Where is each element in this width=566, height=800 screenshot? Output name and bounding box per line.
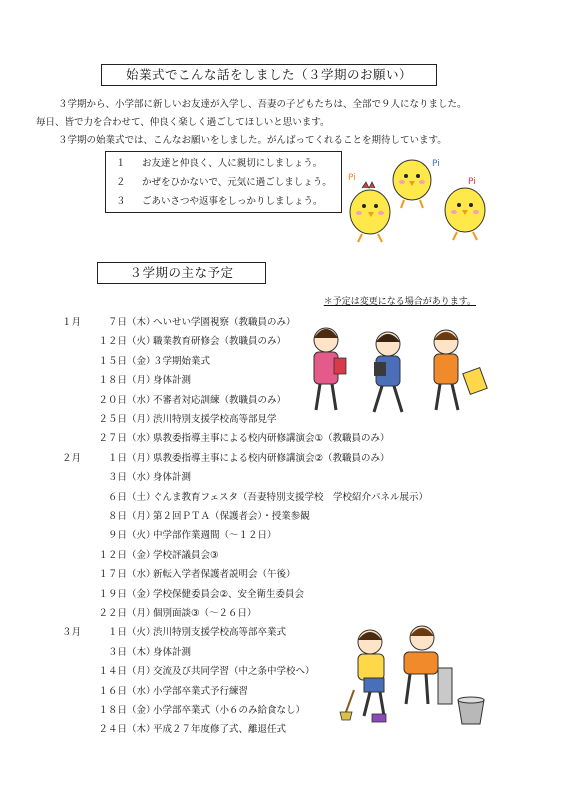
schedule-row <box>55 333 286 351</box>
schedule-row <box>55 547 219 565</box>
schedule-month <box>55 333 81 351</box>
schedule-weekday: （月） <box>127 414 156 425</box>
schedule-event: 渋川特別支援学校高等部卒業式 <box>153 627 287 639</box>
chick-label: Pi <box>348 173 356 183</box>
chick-icon <box>350 182 390 242</box>
schedule-row <box>55 469 191 487</box>
schedule-row <box>55 624 286 642</box>
section-title-schedule: ３学期の主な予定 <box>97 262 266 284</box>
schedule-event: 第２回ＰＴＡ（保護者会）・授業参観 <box>153 511 310 522</box>
schedule-day: １６日 <box>98 685 127 697</box>
child-boy-icon <box>374 332 402 412</box>
schedule-day: ７日 <box>107 317 127 328</box>
schedule-event: 平成２７年度修了式、離退任式 <box>153 724 287 736</box>
request-item <box>110 154 337 173</box>
child-girl-icon <box>434 330 487 410</box>
schedule-event: ぐんま教育フェスタ（吾妻特別支援学校 学校紹介パネル展示） <box>153 491 429 503</box>
schedule-event: 中学部作業週間（～１２日） <box>153 530 277 542</box>
schedule-weekday: （水） <box>127 685 156 697</box>
request-number: ３ <box>116 196 126 207</box>
schedule-event: へいせい学園視察（教職員のみ） <box>153 317 296 328</box>
schedule-month <box>55 469 81 487</box>
schedule-day: ３日 <box>107 472 127 484</box>
schedule-month <box>55 683 81 701</box>
schedule-day: １４日 <box>98 666 127 678</box>
schedule-weekday: （水） <box>127 472 156 484</box>
schedule-weekday: （火） <box>127 530 156 542</box>
schedule-event: 学校評議員会③ <box>153 549 219 561</box>
schedule-month <box>55 586 81 604</box>
request-item <box>110 173 337 192</box>
schedule-weekday: （木） <box>127 724 156 736</box>
children-walking-illustration <box>296 318 500 426</box>
request-text: お友達と仲良く、人に親切にしましょう。 <box>142 158 323 169</box>
schedule-month <box>55 605 81 623</box>
schedule-month <box>55 392 81 410</box>
schedule-month: ２月 <box>61 452 81 464</box>
schedule-month <box>55 702 81 720</box>
schedule-weekday: （木） <box>127 317 156 328</box>
schedule-weekday: （月） <box>127 452 156 464</box>
schedule-weekday: （水） <box>127 433 156 445</box>
schedule-month <box>55 721 81 739</box>
schedule-weekday: （水） <box>127 569 156 581</box>
schedule-day: １７日 <box>98 569 127 581</box>
schedule-day: １２日 <box>98 549 127 561</box>
schedule-event: 県教委指導主事による校内研修講演会①（教職員のみ） <box>153 433 390 445</box>
schedule-event: 身体計測 <box>153 375 192 387</box>
schedule-event: 交流及び共同学習（中之条中学校へ） <box>153 666 315 678</box>
schedule-month <box>55 527 81 545</box>
schedule-row <box>55 721 286 739</box>
schedule-day: ２７日 <box>98 433 127 445</box>
schedule-event: 県教委指導主事による校内研修講演会②（教職員のみ） <box>153 452 390 464</box>
schedule-day: ９日 <box>107 530 127 542</box>
schedule-month <box>55 663 81 681</box>
schedule-row <box>55 314 296 332</box>
schedule-event: 渋川特別支援学校高等部見学 <box>153 414 277 425</box>
schedule-month <box>55 372 81 390</box>
child-girl-icon <box>314 328 346 410</box>
schedule-row <box>55 372 191 390</box>
schedule-row <box>55 450 390 468</box>
schedule-event: 新転入学者保護者説明会（午後） <box>153 569 296 581</box>
schedule-row <box>55 644 191 662</box>
schedule-weekday: （火） <box>127 627 156 639</box>
request-item <box>110 192 337 211</box>
schedule-weekday: （月） <box>127 511 156 522</box>
schedule-day: ６日 <box>107 491 127 503</box>
schedule-row <box>55 605 257 623</box>
schedule-weekday: （金） <box>127 705 156 716</box>
schedule-event: 個別面談③（～２６日） <box>153 608 257 619</box>
schedule-row <box>55 663 315 681</box>
schedule-weekday: （金） <box>127 355 156 367</box>
schedule-day: １８日 <box>98 705 127 716</box>
schedule-month <box>55 566 81 584</box>
chick-label: Pi <box>432 159 440 169</box>
schedule-row <box>55 586 304 604</box>
schedule-weekday: （金） <box>127 549 156 561</box>
children-cleaning-illustration <box>334 620 494 730</box>
schedule-weekday: （金） <box>127 588 156 600</box>
schedule-day: １５日 <box>98 355 127 367</box>
paragraph: ３学期から、小学部に新しいお友達が入学し、吾妻の子どもたちは、全部で９人になりました。 <box>58 99 467 110</box>
schedule-event: 職業教育研修会（教職員のみ） <box>153 336 287 348</box>
schedule-month <box>55 644 81 662</box>
schedule-weekday: （月） <box>127 608 156 619</box>
schedule-day: １２日 <box>98 336 127 348</box>
schedule-row <box>55 353 210 371</box>
schedule-event: 身体計測 <box>153 646 192 658</box>
schedule-month <box>55 411 81 429</box>
schedule-event: 学校保健委員会②、安全衛生委員会 <box>153 588 305 600</box>
chick-icon <box>445 188 485 240</box>
schedule-weekday: （月） <box>127 375 156 387</box>
schedule-event: 身体計測 <box>153 472 192 484</box>
schedule-month: ３月 <box>61 627 81 639</box>
schedule-row <box>55 527 277 545</box>
schedule-day: ２４日 <box>98 724 127 736</box>
schedule-row <box>55 489 428 507</box>
request-number: １ <box>116 158 126 169</box>
child-cleaning-icon <box>340 630 386 722</box>
bucket-icon <box>458 697 484 724</box>
schedule-month: １月 <box>61 317 81 328</box>
requests-box <box>105 151 342 213</box>
schedule-event: 不審者対応訓練（教職員のみ） <box>153 394 287 406</box>
schedule-month <box>55 508 81 526</box>
schedule-day: ３日 <box>107 646 127 658</box>
schedule-weekday: （木） <box>127 646 156 658</box>
schedule-day: ８日 <box>107 511 127 522</box>
section-title-opening-ceremony: 始業式でこんな話をしました（３学期のお願い） <box>101 64 437 86</box>
schedule-event: ３学期始業式 <box>153 355 211 367</box>
schedule-note: ＊予定は変更になる場合があります。 <box>323 297 476 307</box>
schedule-row <box>55 566 296 584</box>
request-number: ２ <box>116 177 126 188</box>
schedule-day: １日 <box>107 627 127 639</box>
request-text: ごあいさつや返事をしっかりしましょう。 <box>142 196 323 207</box>
chicks-illustration <box>340 150 500 250</box>
schedule-day: ２０日 <box>98 394 127 406</box>
schedule-month <box>55 353 81 371</box>
schedule-event: 小学部卒業式予行練習 <box>153 685 249 697</box>
schedule-row <box>55 411 277 429</box>
chick-icon <box>393 160 431 208</box>
schedule-row <box>55 683 248 701</box>
schedule-weekday: （水） <box>127 394 156 406</box>
schedule-day: ２５日 <box>98 414 127 425</box>
schedule-day: ２２日 <box>98 608 127 619</box>
schedule-event: 小学部卒業式（小６のみ給食なし） <box>153 705 306 716</box>
schedule-weekday: （火） <box>127 336 156 348</box>
chick-label: Pi <box>468 177 476 187</box>
schedule-month <box>55 489 81 507</box>
schedule-row <box>55 392 286 410</box>
schedule-day: １８日 <box>98 375 127 387</box>
schedule-row <box>55 702 305 720</box>
paragraph: ３学期の始業式では、こんなお願いをしました。がんばってくれることを期待しています。 <box>58 135 447 146</box>
schedule-month <box>55 430 81 448</box>
paragraph: 毎日、皆で力を合わせて、仲良く楽しく過ごしてほしいと思います。 <box>36 117 330 128</box>
child-cleaning-icon <box>404 626 452 704</box>
schedule-weekday: （月） <box>127 666 156 678</box>
schedule-day: １９日 <box>98 588 127 600</box>
request-text: かぜをひかないで、元気に過ごしましょう。 <box>142 177 332 188</box>
schedule-month <box>55 547 81 565</box>
schedule-weekday: （土） <box>127 491 156 503</box>
schedule-day: １日 <box>107 452 127 464</box>
schedule-row <box>55 430 390 448</box>
schedule-row <box>55 508 310 526</box>
